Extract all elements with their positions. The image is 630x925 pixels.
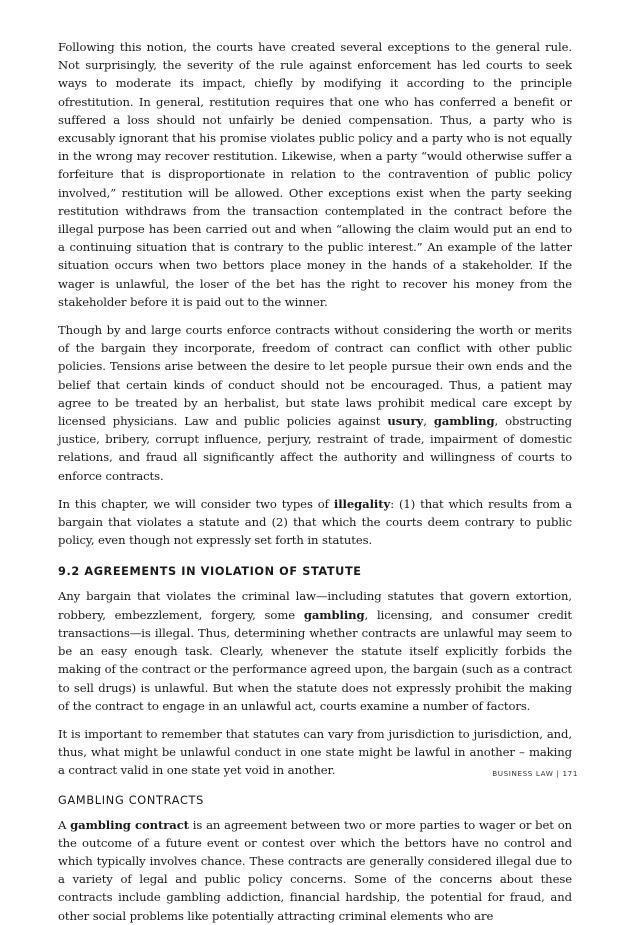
paragraph-text: A [58, 817, 71, 832]
paragraph-text: It is important to remember that statutes can vary from jurisdiction to jurisdiction, and, thus, what might be unlawful conduct in one state might be lawful in another – making a contract valid in one state yet void in another. [58, 726, 572, 778]
page-number: 171 [562, 769, 578, 778]
paragraph-text: is an agreement between two or more parties to wager or bet on the outcome of a future event or contest over which the bettors have no control and which typically involves chance. These contracts are generally considered illegal due to a variety of legal and public policy concerns. Some of the concerns about these contracts include gambling addiction, financial hardship, the potential for fraud, and other social problems like potentially attracting criminal elements who are [58, 817, 572, 923]
paragraph-text: , obstructing justice, bribery, corrupt influence, perjury, restraint of trade, impairment of domestic relations, and fraud all significantly affect the authority and willingness of courts to enforce contracts. [58, 414, 572, 483]
paragraph-text: Following this notion, the courts have created several exceptions to the general rule. Not surprisingly, the severity of the rule against enforcement has led courts to seek ways to moderate its impact, chiefly by modifying it according to the principle ofrestitution. In general, restitution requires that one who has conferred a benefit or suffered a loss should not unfairly be denied compensation. Thus, a party who is excusably ignorant that his promise violates public policy and a party who is not equally in the wrong may recover restitution. Likewise, when a party “would otherwise suffer a forfeiture that is disproportionate in relation to the contravention of public policy involved,” restitution will be allowed. Other exceptions exist when the party seeking restitution withdraws from the transaction contemplated in the contract before the illegal purpose has been carried out and when “allowing the claim would put an end to a continuing situation that is contrary to the public interest.” An example of the latter situation occurs when two bettors place money in the hands of a stakeholder. If the wager is unlawful, the loser of the bet has the right to recover his money from the stakeholder before it is paid out to the winner. [58, 40, 572, 309]
term-gambling: gambling [433, 414, 495, 429]
page-footer [492, 769, 578, 778]
term-gambling: gambling [303, 607, 365, 622]
term-gambling-contract: gambling contract [70, 817, 189, 832]
paragraph-restitution-exceptions [58, 38, 572, 311]
term-illegality: illegality [333, 496, 391, 511]
section-heading: 9.2 AGREEMENTS IN VIOLATION OF STATUTE [58, 565, 362, 579]
footer-book-title: BUSINESS LAW [492, 769, 554, 778]
paragraph-text: , [423, 414, 434, 429]
paragraph-illegality-types [58, 495, 572, 550]
footer-separator: | [556, 769, 560, 778]
subsection-heading: GAMBLING CONTRACTS [58, 793, 205, 807]
term-usury: usury [387, 414, 424, 429]
paragraph-text: In this chapter, we will consider two types of [58, 496, 334, 511]
paragraph-public-policy [58, 321, 572, 485]
paragraph-text: , licensing, and consumer credit transactions—is illegal. Thus, determining whether contracts are unlawful may seem to be an easy enough task. Clearly, whenever the statute itself explicitly forbids the making of the contract or the performance agreed upon, the bargain (such as a contract to sell drugs) is unlawful. But when the statute does not expressly prohibit the making of the contract to engage in an unlawful act, courts examine a number of factors. [58, 607, 573, 713]
paragraph-gambling-contract [58, 816, 572, 925]
paragraph-text: : (1) that which results from a bargain that violates a statute and (2) that which the courts deem contrary to public policy, even though not expressly set forth in statutes. [58, 496, 572, 548]
paragraph-criminal-law [58, 587, 572, 714]
paragraph-text: Any bargain that violates the criminal law—including statutes that govern extortion, robbery, embezzlement, forgery, some [58, 589, 572, 622]
paragraph-text: Though by and large courts enforce contracts without considering the worth or merits of the bargain they incorporate, freedom of contract can conflict with other public policies. Tensions arise between the desire to let people pursue their own ends and the belief that certain kinds of conduct should not be encouraged. Thus, a patient may agree to be treated by an herbalist, but state laws prohibit medical care except by licensed physicians. Law and public policies against [58, 323, 572, 429]
